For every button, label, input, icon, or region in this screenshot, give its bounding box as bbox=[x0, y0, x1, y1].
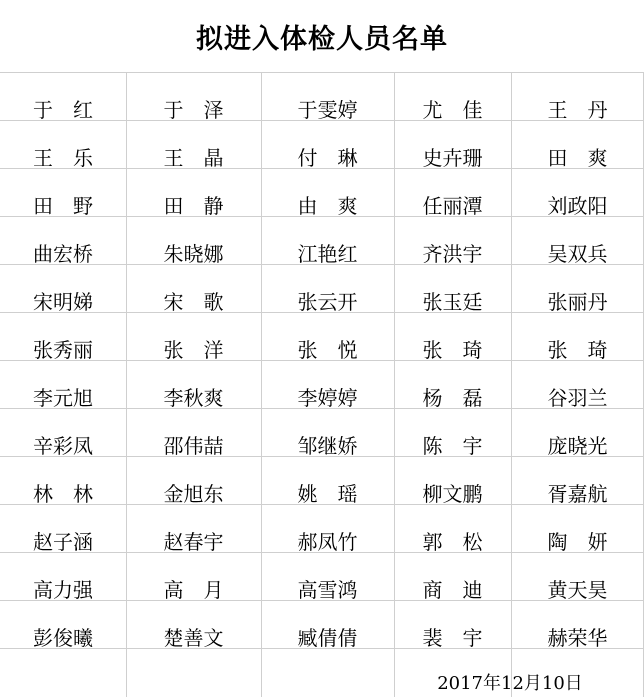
name-cell: 张 琦 bbox=[422, 337, 483, 362]
name-cell: 李婷婷 bbox=[297, 385, 358, 410]
name-cell: 李秋爽 bbox=[163, 385, 224, 410]
name-cell: 陈 宇 bbox=[422, 433, 483, 458]
name-cell: 彭俊曦 bbox=[33, 625, 93, 650]
name-cell: 臧倩倩 bbox=[297, 625, 358, 650]
name-cell: 张 洋 bbox=[163, 337, 224, 362]
name-cell: 辛彩凤 bbox=[33, 433, 93, 458]
name-cell: 姚 瑶 bbox=[297, 481, 358, 506]
name-cell: 江艳红 bbox=[297, 241, 358, 266]
name-cell: 张玉廷 bbox=[422, 289, 483, 314]
name-cell: 于 红 bbox=[33, 97, 93, 122]
name-cell: 张 悦 bbox=[297, 337, 358, 362]
name-cell: 张丽丹 bbox=[547, 289, 608, 314]
name-cell: 刘政阳 bbox=[547, 193, 608, 218]
name-cell: 齐洪宇 bbox=[422, 241, 483, 266]
name-cell: 付 琳 bbox=[297, 145, 358, 170]
name-cell: 楚善文 bbox=[163, 625, 224, 650]
name-cell: 裴 宇 bbox=[422, 625, 483, 650]
name-cell: 朱晓娜 bbox=[163, 241, 224, 266]
name-cell: 尤 佳 bbox=[422, 97, 483, 122]
name-cell: 田 静 bbox=[163, 193, 224, 218]
name-cell: 郝凤竹 bbox=[297, 529, 358, 554]
name-cell: 杨 磊 bbox=[422, 385, 483, 410]
name-cell: 曲宏桥 bbox=[33, 241, 93, 266]
name-cell: 王 乐 bbox=[33, 145, 93, 170]
name-cell: 任丽潭 bbox=[422, 193, 483, 218]
name-cell: 王 晶 bbox=[163, 145, 224, 170]
name-cell: 史卉珊 bbox=[422, 145, 483, 170]
name-cell: 陶 妍 bbox=[547, 529, 608, 554]
name-cell: 胥嘉航 bbox=[547, 481, 608, 506]
name-cell: 商 迪 bbox=[422, 577, 483, 602]
name-cell: 田 爽 bbox=[547, 145, 608, 170]
name-cell: 赫荣华 bbox=[547, 625, 608, 650]
name-cell: 于 泽 bbox=[163, 97, 224, 122]
name-cell: 谷羽兰 bbox=[547, 385, 608, 410]
name-cell: 金旭东 bbox=[163, 481, 224, 506]
name-cell: 吴双兵 bbox=[547, 241, 608, 266]
name-cell: 林 林 bbox=[33, 481, 93, 506]
name-cell: 张秀丽 bbox=[33, 337, 93, 362]
name-cell: 郭 松 bbox=[422, 529, 483, 554]
name-cell: 宋明娣 bbox=[33, 289, 93, 314]
name-cell: 李元旭 bbox=[33, 385, 93, 410]
name-cell: 张云开 bbox=[297, 289, 358, 314]
page-title: 拟进入体检人员名单 bbox=[196, 23, 448, 55]
name-cell: 田 野 bbox=[33, 193, 93, 218]
name-cell: 黄天昊 bbox=[547, 577, 608, 602]
name-cell: 于雯婷 bbox=[297, 97, 358, 122]
name-cell: 高 月 bbox=[163, 577, 224, 602]
name-cell: 庞晓光 bbox=[547, 433, 608, 458]
name-cell: 邹继娇 bbox=[297, 433, 358, 458]
row-divider bbox=[0, 72, 644, 73]
name-cell: 赵春宇 bbox=[163, 529, 224, 554]
name-cell: 赵子涵 bbox=[33, 529, 93, 554]
name-cell: 柳文鹏 bbox=[422, 481, 483, 506]
name-cell: 高力强 bbox=[33, 577, 93, 602]
name-cell: 王 丹 bbox=[547, 97, 608, 122]
name-table bbox=[0, 72, 644, 697]
name-cell: 由 爽 bbox=[297, 193, 358, 218]
name-cell: 宋 歌 bbox=[163, 289, 224, 314]
document-date: 2017年12月10日 bbox=[437, 673, 583, 694]
name-cell: 高雪鸿 bbox=[297, 577, 358, 602]
name-cell: 邵伟喆 bbox=[163, 433, 224, 458]
name-cell: 张 琦 bbox=[547, 337, 608, 362]
